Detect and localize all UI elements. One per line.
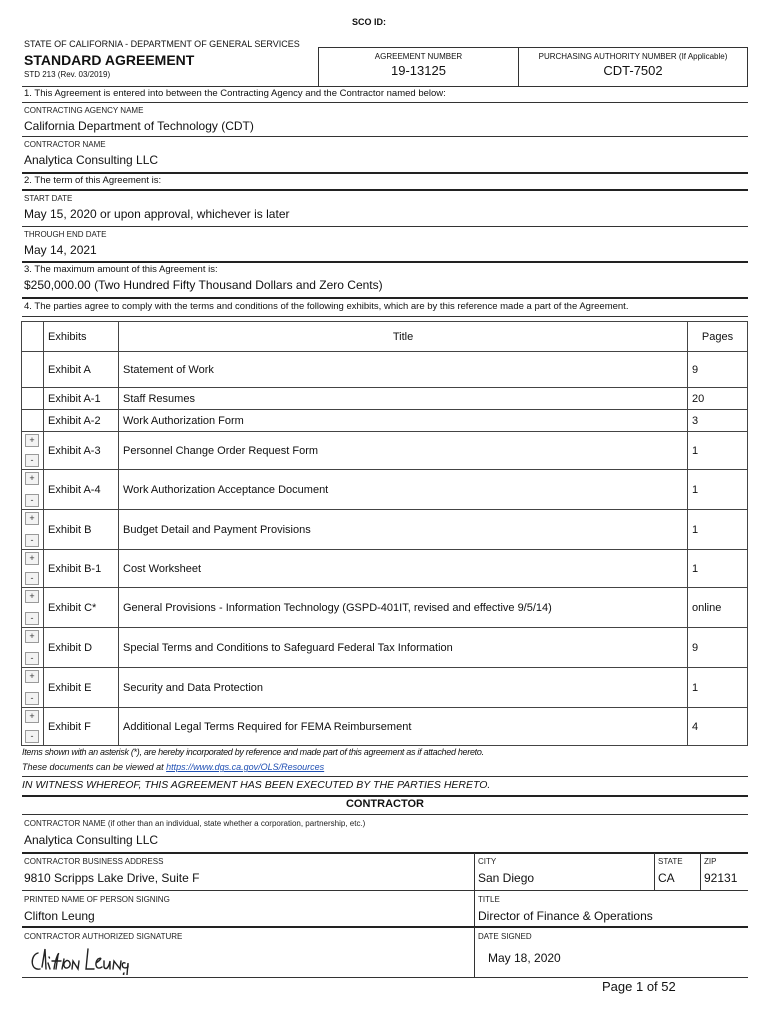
witness-statement: IN WITNESS WHEREOF, THIS AGREEMENT HAS BEEN EXECUTED BY THE PARTIES HERETO. <box>22 779 491 791</box>
exhibit-title: Work Authorization Acceptance Document <box>119 470 688 510</box>
form-number: STD 213 (Rev. 03/2019) <box>24 70 111 79</box>
exhibit-title: Personnel Change Order Request Form <box>119 432 688 470</box>
signer-title: Director of Finance & Operations <box>478 909 653 923</box>
exhibit-name: Exhibit A-3 <box>44 432 119 470</box>
remove-row-button[interactable]: - <box>25 652 39 665</box>
exhibit-name: Exhibit A-4 <box>44 470 119 510</box>
exhibit-pages: 4 <box>688 708 748 746</box>
exhibit-pages: 1 <box>688 510 748 550</box>
add-row-button[interactable]: + <box>25 472 39 485</box>
exhibit-name: Exhibit C* <box>44 588 119 628</box>
exhibit-row <box>22 352 748 388</box>
add-row-button[interactable]: + <box>25 552 39 565</box>
exhibit-pages: 9 <box>688 628 748 668</box>
exhibit-name: Exhibit A <box>44 352 119 388</box>
address-label: CONTRACTOR BUSINESS ADDRESS <box>24 857 164 866</box>
title-label: TITLE <box>478 895 500 904</box>
contractor-zip: 92131 <box>704 871 738 885</box>
signer-name: Clifton Leung <box>24 909 95 923</box>
row-toggle-cell <box>22 432 44 470</box>
date-signed-label: DATE SIGNED <box>478 932 532 941</box>
exhibit-name: Exhibit B <box>44 510 119 550</box>
exhibit-title: Staff Resumes <box>119 388 688 410</box>
exhibits-table <box>21 321 748 746</box>
exhibit-name: Exhibit A-1 <box>44 388 119 410</box>
add-row-button[interactable]: + <box>25 434 39 447</box>
sco-id-label: SCO ID: <box>352 17 387 27</box>
contractor-name: Analytica Consulting LLC <box>24 833 159 847</box>
end-date: May 14, 2021 <box>24 243 97 257</box>
exhibit-title: General Provisions - Information Technology (GSPD-401IT, revised and effective 9/5/14) <box>119 588 688 628</box>
exhibit-row <box>22 588 748 628</box>
department-name: STATE OF CALIFORNIA - DEPARTMENT OF GENERAL SERVICES <box>24 39 300 49</box>
end-date-label: THROUGH END DATE <box>24 230 107 239</box>
exhibits-header-row <box>22 322 748 352</box>
zip-label: ZIP <box>704 857 717 866</box>
resources-link[interactable]: https://www.dgs.ca.gov/OLS/Resources <box>166 762 325 772</box>
city-label: CITY <box>478 857 497 866</box>
agreement-number: 19-13125 <box>391 63 446 78</box>
contractor-city: San Diego <box>478 871 535 885</box>
row-toggle-cell <box>22 352 44 388</box>
header-toggle-cell <box>22 322 44 352</box>
exhibit-title: Security and Data Protection <box>119 668 688 708</box>
remove-row-button[interactable]: - <box>25 494 39 507</box>
exhibit-pages: 1 <box>688 550 748 588</box>
exhibit-pages: 1 <box>688 432 748 470</box>
contractor-heading: CONTRACTOR <box>345 798 424 810</box>
exhibit-pages: 1 <box>688 470 748 510</box>
signer-label: PRINTED NAME OF PERSON SIGNING <box>24 895 170 904</box>
exhibit-row <box>22 410 748 432</box>
exhibit-title: Statement of Work <box>119 352 688 388</box>
exhibit-name: Exhibit A-2 <box>44 410 119 432</box>
signature-scribble <box>28 945 138 975</box>
add-row-button[interactable]: + <box>25 512 39 525</box>
exhibit-row <box>22 550 748 588</box>
remove-row-button[interactable]: - <box>25 612 39 625</box>
exhibit-title: Special Terms and Conditions to Safeguard Federal Tax Information <box>119 628 688 668</box>
row-toggle-cell <box>22 388 44 410</box>
exhibit-name: Exhibit E <box>44 668 119 708</box>
row-toggle-cell <box>22 708 44 746</box>
add-row-button[interactable]: + <box>25 670 39 683</box>
date-signed: May 18, 2020 <box>488 951 561 965</box>
exhibit-name: Exhibit D <box>44 628 119 668</box>
exhibit-row <box>22 708 748 746</box>
exhibit-row <box>22 668 748 708</box>
exhibit-pages: 20 <box>688 388 748 410</box>
form-title: STANDARD AGREEMENT <box>24 52 195 68</box>
exhibit-pages: online <box>688 588 748 628</box>
remove-row-button[interactable]: - <box>25 534 39 547</box>
exhibit-pages: 1 <box>688 668 748 708</box>
exhibit-title: Additional Legal Terms Required for FEMA Reimbursement <box>119 708 688 746</box>
page-number: Page 1 of 52 <box>602 979 676 994</box>
section4-text: 4. The parties agree to comply with the terms and conditions of the following exhibits, which are by this reference made a part of the Agreement. <box>24 301 629 312</box>
exhibit-name: Exhibit B-1 <box>44 550 119 588</box>
row-toggle-cell <box>22 550 44 588</box>
remove-row-button[interactable]: - <box>25 454 39 467</box>
purchasing-authority-number: CDT-7502 <box>603 63 663 78</box>
viewed-at-note <box>22 762 324 772</box>
agency-label: CONTRACTING AGENCY NAME <box>24 106 144 115</box>
contractor-state: CA <box>658 871 675 885</box>
remove-row-button[interactable]: - <box>25 572 39 585</box>
exhibit-row <box>22 510 748 550</box>
exhibit-title: Cost Worksheet <box>119 550 688 588</box>
signature-image <box>28 945 138 980</box>
row-toggle-cell <box>22 668 44 708</box>
start-date-label: START DATE <box>24 194 73 203</box>
viewed-at-text: These documents can be viewed at <box>22 762 167 772</box>
purchasing-authority-label: PURCHASING AUTHORITY NUMBER (If Applicable) <box>538 52 728 61</box>
add-row-button[interactable]: + <box>25 710 39 723</box>
exhibit-row <box>22 628 748 668</box>
agreement-number-label: AGREEMENT NUMBER <box>374 52 463 61</box>
exhibit-row <box>22 432 748 470</box>
purchasing-authority-box <box>519 47 748 87</box>
exhibit-pages: 3 <box>688 410 748 432</box>
state-label: STATE <box>658 857 683 866</box>
row-toggle-cell <box>22 628 44 668</box>
remove-row-button[interactable]: - <box>25 730 39 743</box>
header-title: Title <box>119 322 688 352</box>
contractor-address: 9810 Scripps Lake Drive, Suite F <box>24 871 200 885</box>
exhibit-row <box>22 470 748 510</box>
row-toggle-cell <box>22 510 44 550</box>
header-exhibits: Exhibits <box>44 322 119 352</box>
signature-label: CONTRACTOR AUTHORIZED SIGNATURE <box>24 932 183 941</box>
start-date: May 15, 2020 or upon approval, whichever is later <box>24 207 290 221</box>
add-row-button[interactable]: + <box>25 590 39 603</box>
header-pages: Pages <box>688 322 748 352</box>
agency-name: California Department of Technology (CDT) <box>24 119 254 133</box>
section2-text: 2. The term of this Agreement is: <box>24 175 162 186</box>
remove-row-button[interactable]: - <box>25 692 39 705</box>
max-amount: $250,000.00 (Two Hundred Fifty Thousand Dollars and Zero Cents) <box>24 278 383 292</box>
exhibit-title: Work Authorization Form <box>119 410 688 432</box>
contractor-name-top: Analytica Consulting LLC <box>24 153 159 167</box>
agreement-number-box <box>318 47 519 87</box>
asterisk-note: Items shown with an asterisk (*), are hereby incorporated by reference and made part of this agreement as if attached hereto. <box>22 747 484 757</box>
contractor-name-label: CONTRACTOR NAME (if other than an individual, state whether a corporation, partnership, etc.) <box>24 819 366 828</box>
add-row-button[interactable]: + <box>25 630 39 643</box>
exhibit-title: Budget Detail and Payment Provisions <box>119 510 688 550</box>
row-toggle-cell <box>22 470 44 510</box>
row-toggle-cell <box>22 410 44 432</box>
exhibits-body <box>22 352 748 746</box>
contractor-name-label-top: CONTRACTOR NAME <box>24 140 106 149</box>
row-toggle-cell <box>22 588 44 628</box>
section3-text: 3. The maximum amount of this Agreement is: <box>24 264 218 275</box>
exhibit-row <box>22 388 748 410</box>
exhibit-pages: 9 <box>688 352 748 388</box>
section1-text: 1. This Agreement is entered into between the Contracting Agency and the Contractor named below: <box>24 88 446 99</box>
exhibit-name: Exhibit F <box>44 708 119 746</box>
